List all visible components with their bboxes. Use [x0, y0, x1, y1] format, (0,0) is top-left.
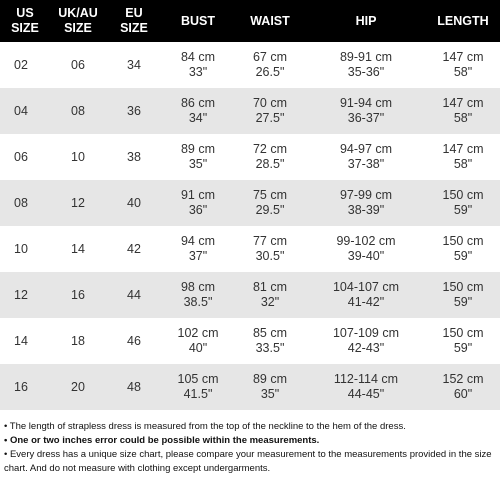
cell-value: 41-42"	[347, 295, 385, 309]
length-cell	[426, 318, 500, 364]
bullet-icon: •	[4, 435, 8, 446]
cell-value: 89-91 cm	[339, 50, 393, 64]
note-item	[4, 448, 496, 476]
header-label: HIP	[355, 13, 377, 28]
cell-value: 94-97 cm	[339, 142, 393, 156]
cell-value: 58"	[453, 157, 473, 171]
cell-value: 42-43"	[347, 341, 385, 355]
hip-cell	[306, 88, 426, 134]
cell-value: 33"	[188, 65, 208, 79]
length-cell	[426, 42, 500, 88]
cell-value: 26.5"	[255, 65, 285, 79]
cell-value: 39-40"	[347, 249, 385, 263]
cell-value: 18	[71, 333, 85, 348]
cell-value: 60"	[453, 387, 473, 401]
table-row	[0, 226, 500, 272]
bust-cell	[162, 364, 234, 410]
length-cell	[426, 88, 500, 134]
cell-value: 84 cm	[180, 50, 216, 64]
us-size-cell	[0, 272, 50, 318]
cell-value: 30.5"	[255, 249, 285, 263]
cell-value: 06	[71, 57, 85, 72]
cell-value: 99-102 cm	[336, 234, 396, 248]
bust-cell	[162, 88, 234, 134]
cell-value: 35-36"	[347, 65, 385, 79]
cell-value: 40	[127, 195, 141, 210]
header-length	[426, 0, 500, 42]
hip-cell	[306, 272, 426, 318]
header-uk-au-size	[50, 0, 106, 42]
cell-value: 36	[127, 103, 141, 118]
waist-cell	[234, 272, 306, 318]
waist-cell	[234, 226, 306, 272]
eu-size-cell	[106, 226, 162, 272]
cell-value: 12	[14, 287, 28, 302]
cell-value: 150 cm	[442, 326, 484, 340]
eu-size-cell	[106, 364, 162, 410]
cell-value: 32"	[260, 295, 280, 309]
hip-cell	[306, 134, 426, 180]
waist-cell	[234, 88, 306, 134]
eu-size-cell	[106, 42, 162, 88]
cell-value: 59"	[453, 203, 473, 217]
uk-au-size-cell	[50, 226, 106, 272]
cell-value: 104-107 cm	[332, 280, 399, 294]
header-hip	[306, 0, 426, 42]
header-label: SIZE	[64, 21, 92, 35]
cell-value: 85 cm	[252, 326, 288, 340]
cell-value: 70 cm	[252, 96, 288, 110]
hip-cell	[306, 180, 426, 226]
cell-value: 10	[71, 149, 85, 164]
table-row	[0, 364, 500, 410]
cell-value: 59"	[453, 249, 473, 263]
uk-au-size-cell	[50, 42, 106, 88]
header-label: SIZE	[120, 21, 148, 35]
cell-value: 37-38"	[347, 157, 385, 171]
cell-value: 150 cm	[442, 188, 484, 202]
cell-value: 147 cm	[442, 96, 484, 110]
cell-value: 08	[14, 195, 28, 210]
header-eu-size	[106, 0, 162, 42]
us-size-cell	[0, 180, 50, 226]
cell-value: 35"	[260, 387, 280, 401]
header-label: EU	[125, 6, 143, 20]
cell-value: 28.5"	[255, 157, 285, 171]
header-us-size	[0, 0, 50, 42]
table-row	[0, 42, 500, 88]
cell-value: 44-45"	[347, 387, 385, 401]
hip-cell	[306, 318, 426, 364]
cell-value: 77 cm	[252, 234, 288, 248]
cell-value: 16	[14, 379, 28, 394]
cell-value: 89 cm	[180, 142, 216, 156]
hip-cell	[306, 226, 426, 272]
cell-value: 94 cm	[180, 234, 216, 248]
cell-value: 04	[14, 103, 28, 118]
bust-cell	[162, 318, 234, 364]
cell-value: 75 cm	[252, 188, 288, 202]
table-row	[0, 134, 500, 180]
cell-value: 35"	[188, 157, 208, 171]
length-cell	[426, 364, 500, 410]
cell-value: 91 cm	[180, 188, 216, 202]
cell-value: 150 cm	[442, 234, 484, 248]
uk-au-size-cell	[50, 364, 106, 410]
header-label: UK/AU	[58, 6, 98, 20]
length-cell	[426, 180, 500, 226]
us-size-cell	[0, 134, 50, 180]
waist-cell	[234, 134, 306, 180]
cell-value: 20	[71, 379, 85, 394]
cell-value: 42	[127, 241, 141, 256]
bullet-icon: •	[4, 421, 8, 432]
cell-value: 152 cm	[442, 372, 484, 386]
cell-value: 97-99 cm	[339, 188, 393, 202]
cell-value: 48	[127, 379, 141, 394]
uk-au-size-cell	[50, 180, 106, 226]
note-item	[4, 434, 496, 448]
waist-cell	[234, 364, 306, 410]
waist-cell	[234, 42, 306, 88]
cell-value: 58"	[453, 111, 473, 125]
uk-au-size-cell	[50, 272, 106, 318]
table-row	[0, 272, 500, 318]
uk-au-size-cell	[50, 318, 106, 364]
bullet-icon: •	[4, 449, 8, 460]
table-row	[0, 88, 500, 134]
cell-value: 14	[71, 241, 85, 256]
header-waist	[234, 0, 306, 42]
notes	[4, 420, 496, 476]
us-size-cell	[0, 318, 50, 364]
hip-cell	[306, 364, 426, 410]
header-label: BUST	[180, 13, 216, 28]
note-text: The length of strapless dress is measured from the top of the neckline to the hem of the dress.	[9, 421, 406, 432]
cell-value: 41.5"	[183, 387, 213, 401]
note-item	[4, 420, 496, 434]
length-cell	[426, 226, 500, 272]
cell-value: 34	[127, 57, 141, 72]
header-label: WAIST	[250, 13, 290, 28]
cell-value: 150 cm	[442, 280, 484, 294]
cell-value: 86 cm	[180, 96, 216, 110]
cell-value: 27.5"	[255, 111, 285, 125]
cell-value: 10	[14, 241, 28, 256]
cell-value: 46	[127, 333, 141, 348]
hip-cell	[306, 42, 426, 88]
eu-size-cell	[106, 272, 162, 318]
header-label: US	[16, 6, 34, 20]
cell-value: 91-94 cm	[339, 96, 393, 110]
cell-value: 98 cm	[180, 280, 216, 294]
cell-value: 34"	[188, 111, 208, 125]
cell-value: 147 cm	[442, 142, 484, 156]
bust-cell	[162, 272, 234, 318]
cell-value: 44	[127, 287, 141, 302]
header-label: SIZE	[11, 21, 39, 35]
cell-value: 72 cm	[252, 142, 288, 156]
cell-value: 37"	[188, 249, 208, 263]
cell-value: 107-109 cm	[332, 326, 399, 340]
header-label: LENGTH	[437, 13, 489, 28]
cell-value: 33.5"	[255, 341, 285, 355]
uk-au-size-cell	[50, 88, 106, 134]
cell-value: 67 cm	[252, 50, 288, 64]
cell-value: 58"	[453, 65, 473, 79]
cell-value: 89 cm	[252, 372, 288, 386]
cell-value: 40"	[188, 341, 208, 355]
eu-size-cell	[106, 180, 162, 226]
eu-size-cell	[106, 318, 162, 364]
note-text: Every dress has a unique size chart, please compare your measurement to the measurements provided in the size chart. And do not measure with clothing except undergarments.	[4, 449, 492, 474]
bust-cell	[162, 42, 234, 88]
table-row	[0, 180, 500, 226]
cell-value: 81 cm	[252, 280, 288, 294]
note-text: One or two inches error could be possible within the measurements.	[9, 435, 320, 446]
length-cell	[426, 272, 500, 318]
uk-au-size-cell	[50, 134, 106, 180]
bust-cell	[162, 180, 234, 226]
table-header	[0, 0, 500, 42]
cell-value: 105 cm	[177, 372, 219, 386]
cell-value: 38.5"	[183, 295, 213, 309]
waist-cell	[234, 318, 306, 364]
cell-value: 36-37"	[347, 111, 385, 125]
cell-value: 147 cm	[442, 50, 484, 64]
us-size-cell	[0, 88, 50, 134]
cell-value: 08	[71, 103, 85, 118]
length-cell	[426, 134, 500, 180]
cell-value: 16	[71, 287, 85, 302]
cell-value: 14	[14, 333, 28, 348]
us-size-cell	[0, 226, 50, 272]
cell-value: 112-114 cm	[333, 372, 399, 386]
us-size-cell	[0, 42, 50, 88]
bust-cell	[162, 134, 234, 180]
header-bust	[162, 0, 234, 42]
eu-size-cell	[106, 134, 162, 180]
cell-value: 36"	[188, 203, 208, 217]
cell-value: 02	[14, 57, 28, 72]
cell-value: 06	[14, 149, 28, 164]
cell-value: 29.5"	[255, 203, 285, 217]
table-row	[0, 318, 500, 364]
cell-value: 102 cm	[177, 326, 219, 340]
bust-cell	[162, 226, 234, 272]
waist-cell	[234, 180, 306, 226]
us-size-cell	[0, 364, 50, 410]
cell-value: 12	[71, 195, 85, 210]
cell-value: 38-39"	[347, 203, 385, 217]
cell-value: 38	[127, 149, 141, 164]
cell-value: 59"	[453, 295, 473, 309]
eu-size-cell	[106, 88, 162, 134]
cell-value: 59"	[453, 341, 473, 355]
